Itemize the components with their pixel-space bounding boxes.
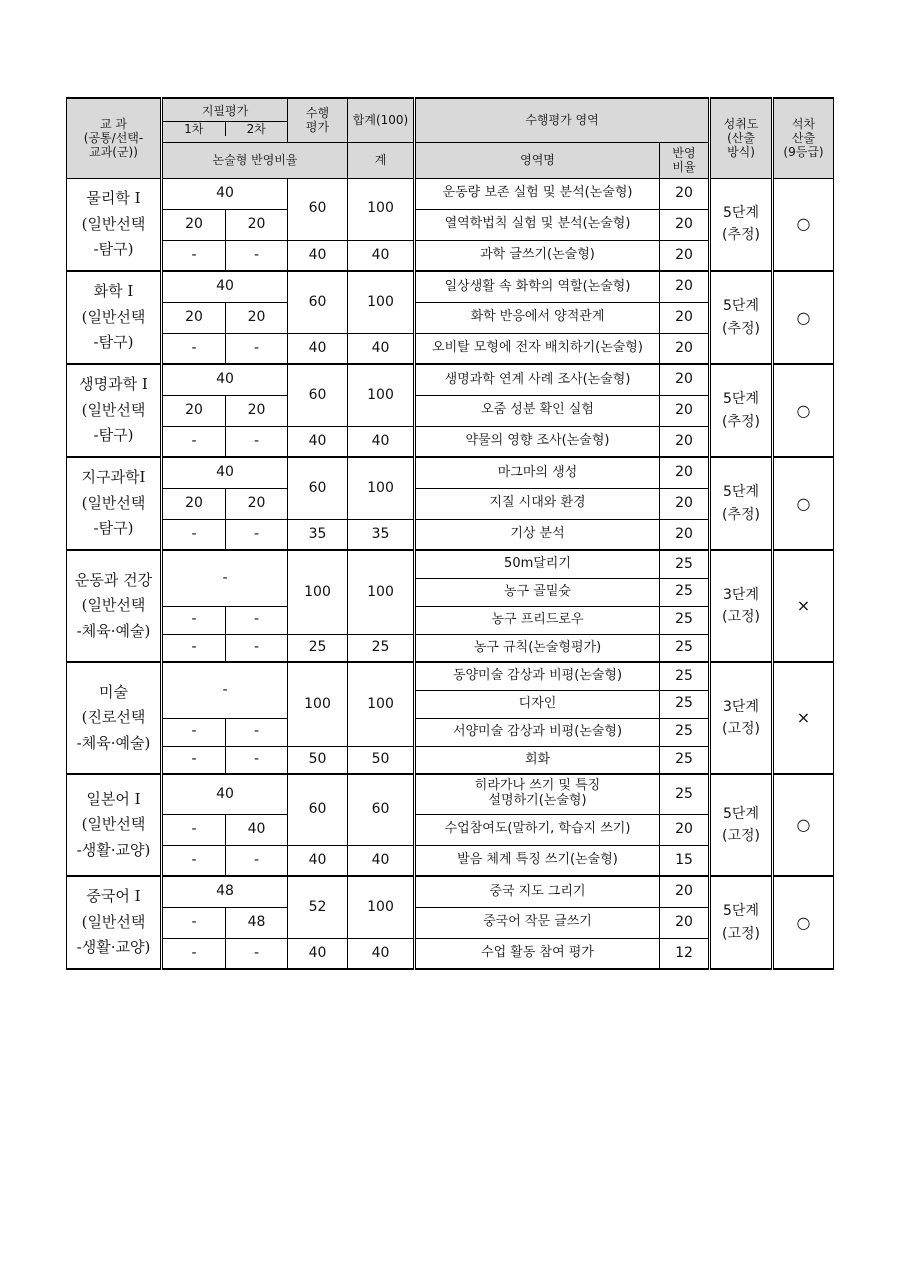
subject-name-line: 생명과학 I xyxy=(79,375,148,394)
area-weight: 15 xyxy=(660,845,710,876)
essay-second: - xyxy=(226,333,288,364)
subject-name xyxy=(67,774,162,876)
performance-essay: 40 xyxy=(288,938,348,969)
achievement-line: 3단계 xyxy=(723,586,759,603)
written-first: - xyxy=(162,814,226,845)
area-weight: 20 xyxy=(660,488,710,519)
achievement-line: 5단계 xyxy=(723,903,759,920)
area-weight: 20 xyxy=(660,333,710,364)
achievement-line: 5단계 xyxy=(723,391,759,408)
table-row xyxy=(67,774,834,814)
subject-name-line: -탐구) xyxy=(93,333,134,352)
achievement-line: (고정) xyxy=(722,925,760,942)
header-first: 1차 xyxy=(163,122,226,136)
table-row xyxy=(67,271,834,302)
essay-second: - xyxy=(226,845,288,876)
area-name: 오비탈 모형에 전자 배치하기(논술형) xyxy=(415,333,660,364)
achievement-method xyxy=(710,271,773,364)
subject-name-line: 화학 I xyxy=(93,282,134,301)
area-weight: 20 xyxy=(660,876,710,907)
total-essay: 40 xyxy=(348,240,415,271)
area-name: 오줌 성분 확인 실험 xyxy=(415,395,660,426)
area-weight: 25 xyxy=(660,690,710,718)
achievement-method xyxy=(710,550,773,662)
header-sum: 계 xyxy=(348,142,415,178)
written-first: - xyxy=(162,606,226,634)
written-total: 40 xyxy=(162,457,288,488)
area-weight: 12 xyxy=(660,938,710,969)
area-name: 과학 글쓰기(논술형) xyxy=(415,240,660,271)
achievement-line: 5단계 xyxy=(723,298,759,315)
area-weight: 20 xyxy=(660,209,710,240)
written-second: 20 xyxy=(226,302,288,333)
total-essay: 35 xyxy=(348,519,415,550)
header-performance: 수행 평가 xyxy=(288,98,348,142)
area-name: 일상생활 속 화학의 역할(논술형) xyxy=(415,271,660,302)
area-name: 디자인 xyxy=(415,690,660,718)
total-essay: 40 xyxy=(348,426,415,457)
subject-name-line: -탐구) xyxy=(93,426,134,445)
subject-name xyxy=(67,662,162,774)
performance-score: 60 xyxy=(288,364,348,426)
achievement-method xyxy=(710,457,773,550)
area-weight: 20 xyxy=(660,364,710,395)
area-name: 중국 지도 그리기 xyxy=(415,876,660,907)
written-total: 40 xyxy=(162,271,288,302)
area-weight: 25 xyxy=(660,774,710,814)
subject-name-line: -체육·예술) xyxy=(76,621,151,640)
table-row xyxy=(67,550,834,578)
total-score: 100 xyxy=(348,457,415,519)
performance-score: 100 xyxy=(288,550,348,634)
rank-mark: ○ xyxy=(773,271,834,364)
area-weight: 20 xyxy=(660,426,710,457)
achievement-method xyxy=(710,364,773,457)
subject-name-line: -생활·교양) xyxy=(76,840,151,859)
table-row xyxy=(67,876,834,907)
written-total: 40 xyxy=(162,774,288,814)
header-written: 지필평가 1차 2차 xyxy=(162,98,288,142)
area-weight: 20 xyxy=(660,457,710,488)
essay-first: - xyxy=(162,426,226,457)
essay-second: - xyxy=(226,746,288,774)
subject-name-line: -탐구) xyxy=(93,519,134,538)
essay-first: - xyxy=(162,845,226,876)
header-achievement: 성취도 (산출 방식) xyxy=(710,98,773,178)
area-name: 열역학법칙 실험 및 분석(논술형) xyxy=(415,209,660,240)
total-essay: 40 xyxy=(348,845,415,876)
header-weight: 반영 비율 xyxy=(660,142,710,178)
written-first: 20 xyxy=(162,488,226,519)
written-first: 20 xyxy=(162,302,226,333)
achievement-method xyxy=(710,774,773,876)
essay-first: - xyxy=(162,519,226,550)
written-total: 40 xyxy=(162,364,288,395)
performance-score: 60 xyxy=(288,178,348,240)
performance-essay: 40 xyxy=(288,426,348,457)
assessment-plan-table xyxy=(66,97,834,970)
area-weight: 20 xyxy=(660,240,710,271)
written-total: - xyxy=(162,662,288,718)
written-second: - xyxy=(226,606,288,634)
table-row xyxy=(67,662,834,690)
achievement-method xyxy=(710,662,773,774)
achievement-line: (고정) xyxy=(722,828,760,844)
performance-essay: 40 xyxy=(288,845,348,876)
header-essay-ratio: 논술형 반영비율 xyxy=(162,142,348,178)
area-weight: 25 xyxy=(660,550,710,578)
written-first: 20 xyxy=(162,209,226,240)
achievement-line: (추정) xyxy=(722,413,760,430)
written-first: - xyxy=(162,907,226,938)
subject-name-line: 물리학 I xyxy=(86,189,141,207)
subject-name xyxy=(67,271,162,364)
subject-name-line: (일반선택 xyxy=(81,307,146,326)
area-name: 발음 체계 특징 쓰기(논술형) xyxy=(415,845,660,876)
essay-first: - xyxy=(162,240,226,271)
area-name: 서양미술 감상과 비평(논술형) xyxy=(415,718,660,746)
performance-essay: 40 xyxy=(288,333,348,364)
area-name: 기상 분석 xyxy=(415,519,660,550)
total-score: 100 xyxy=(348,178,415,240)
subject-name xyxy=(67,364,162,457)
area-name: 약물의 영향 조사(논술형) xyxy=(415,426,660,457)
header-performance-area: 수행평가 영역 xyxy=(415,98,710,142)
rank-mark: ○ xyxy=(773,457,834,550)
written-second: 40 xyxy=(226,814,288,845)
performance-score: 60 xyxy=(288,774,348,845)
area-name: 회화 xyxy=(415,746,660,774)
written-second: 20 xyxy=(226,488,288,519)
achievement-method xyxy=(710,178,773,271)
achievement-line: 5단계 xyxy=(723,204,759,221)
area-name: 생명과학 연계 사례 조사(논술형) xyxy=(415,364,660,395)
performance-score: 60 xyxy=(288,271,348,333)
subject-name-line: (진로선택 xyxy=(81,708,146,727)
written-second: 20 xyxy=(226,395,288,426)
area-weight: 25 xyxy=(660,634,710,662)
essay-second: - xyxy=(226,938,288,969)
area-weight: 20 xyxy=(660,519,710,550)
subject-name-line: 중국어 I xyxy=(86,887,141,906)
essay-first: - xyxy=(162,938,226,969)
subject-name xyxy=(67,876,162,969)
written-second: 20 xyxy=(226,209,288,240)
subject-name-line: (일반선택 xyxy=(81,912,146,931)
written-total: 48 xyxy=(162,876,288,907)
written-second: 48 xyxy=(226,907,288,938)
subject-name-line: (일반선택 xyxy=(81,400,146,419)
achievement-line: 3단계 xyxy=(723,698,759,715)
subject-name-line: 일본어 I xyxy=(86,789,141,808)
essay-second: - xyxy=(226,634,288,662)
total-score: 60 xyxy=(348,774,415,845)
area-name: 운동량 보존 실험 및 분석(논술형) xyxy=(415,178,660,209)
subject-name-line: 운동과 건강 xyxy=(74,570,153,589)
table-row xyxy=(67,364,834,395)
written-second: - xyxy=(226,718,288,746)
essay-first: - xyxy=(162,333,226,364)
area-weight: 20 xyxy=(660,302,710,333)
area-weight: 20 xyxy=(660,178,710,209)
performance-score: 100 xyxy=(288,662,348,746)
area-name: 동양미술 감상과 비평(논술형) xyxy=(415,662,660,690)
performance-essay: 40 xyxy=(288,240,348,271)
header-rank: 석차 산출 (9등급) xyxy=(773,98,834,178)
subject-name xyxy=(67,550,162,662)
achievement-method xyxy=(710,876,773,969)
table-row xyxy=(67,457,834,488)
total-essay: 50 xyxy=(348,746,415,774)
subject-name-line: (일반선택 xyxy=(81,815,146,834)
achievement-line: (추정) xyxy=(722,227,760,244)
essay-second: - xyxy=(226,519,288,550)
subject-name xyxy=(67,457,162,550)
header-subject: 교 과 (공통/선택- 교과(군)) xyxy=(67,98,162,178)
written-first: - xyxy=(162,718,226,746)
achievement-line: (추정) xyxy=(722,320,760,337)
header-total: 합계(100) xyxy=(348,98,415,142)
total-score: 100 xyxy=(348,364,415,426)
achievement-line: 5단계 xyxy=(723,805,759,822)
subject-name-line: (일반선택 xyxy=(81,214,146,233)
written-total: - xyxy=(162,550,288,606)
performance-essay: 25 xyxy=(288,634,348,662)
performance-score: 52 xyxy=(288,876,348,938)
subject-name-line: -탐구) xyxy=(93,240,134,258)
total-essay: 40 xyxy=(348,333,415,364)
area-weight: 25 xyxy=(660,718,710,746)
essay-first: - xyxy=(162,746,226,774)
area-name: 히라가나 쓰기 및 특징 설명하기(논술형) xyxy=(415,774,660,814)
achievement-line: (추정) xyxy=(722,506,760,523)
rank-mark: ○ xyxy=(773,774,834,876)
written-total: 40 xyxy=(162,178,288,209)
total-score: 100 xyxy=(348,876,415,938)
essay-second: - xyxy=(226,426,288,457)
area-name: 수업참여도(말하기, 학습지 쓰기) xyxy=(415,814,660,845)
subject-name xyxy=(67,178,162,271)
area-weight: 20 xyxy=(660,271,710,302)
area-name: 농구 프리드로우 xyxy=(415,606,660,634)
total-essay: 25 xyxy=(348,634,415,662)
rank-mark: × xyxy=(773,550,834,662)
rank-mark: × xyxy=(773,662,834,774)
area-weight: 20 xyxy=(660,395,710,426)
achievement-line: (고정) xyxy=(722,609,760,625)
achievement-line: 5단계 xyxy=(723,484,759,501)
subject-name-line: -체육·예술) xyxy=(76,733,151,752)
subject-name-line: 미술 xyxy=(99,682,128,701)
total-essay: 40 xyxy=(348,938,415,969)
subject-name-line: (일반선택 xyxy=(81,493,146,512)
area-weight: 20 xyxy=(660,907,710,938)
area-name: 농구 규칙(논술형평가) xyxy=(415,634,660,662)
subject-name-line: (일반선택 xyxy=(81,596,146,615)
essay-first: - xyxy=(162,634,226,662)
rank-mark: ○ xyxy=(773,876,834,969)
area-weight: 25 xyxy=(660,606,710,634)
area-weight: 25 xyxy=(660,746,710,774)
area-weight: 25 xyxy=(660,578,710,606)
performance-essay: 35 xyxy=(288,519,348,550)
performance-essay: 50 xyxy=(288,746,348,774)
rank-mark: ○ xyxy=(773,364,834,457)
table-row xyxy=(67,178,834,209)
area-name: 마그마의 생성 xyxy=(415,457,660,488)
header-second: 2차 xyxy=(246,121,266,136)
area-name: 중국어 작문 글쓰기 xyxy=(415,907,660,938)
total-score: 100 xyxy=(348,662,415,746)
area-weight: 25 xyxy=(660,662,710,690)
area-name: 50m달리기 xyxy=(415,550,660,578)
area-weight: 20 xyxy=(660,814,710,845)
total-score: 100 xyxy=(348,271,415,333)
subject-name-line: 지구과학I xyxy=(81,468,146,487)
performance-score: 60 xyxy=(288,457,348,519)
written-first: 20 xyxy=(162,395,226,426)
rank-mark: ○ xyxy=(773,178,834,271)
area-name: 지질 시대와 환경 xyxy=(415,488,660,519)
subject-name-line: -생활·교양) xyxy=(76,938,151,957)
area-name: 농구 골밑슛 xyxy=(415,578,660,606)
area-name: 수업 활동 참여 평가 xyxy=(415,938,660,969)
achievement-line: (고정) xyxy=(722,721,760,737)
area-name: 화학 반응에서 양적관계 xyxy=(415,302,660,333)
total-score: 100 xyxy=(348,550,415,634)
essay-second: - xyxy=(226,240,288,271)
table-body xyxy=(67,178,834,969)
header-area-name: 영역명 xyxy=(415,142,660,178)
